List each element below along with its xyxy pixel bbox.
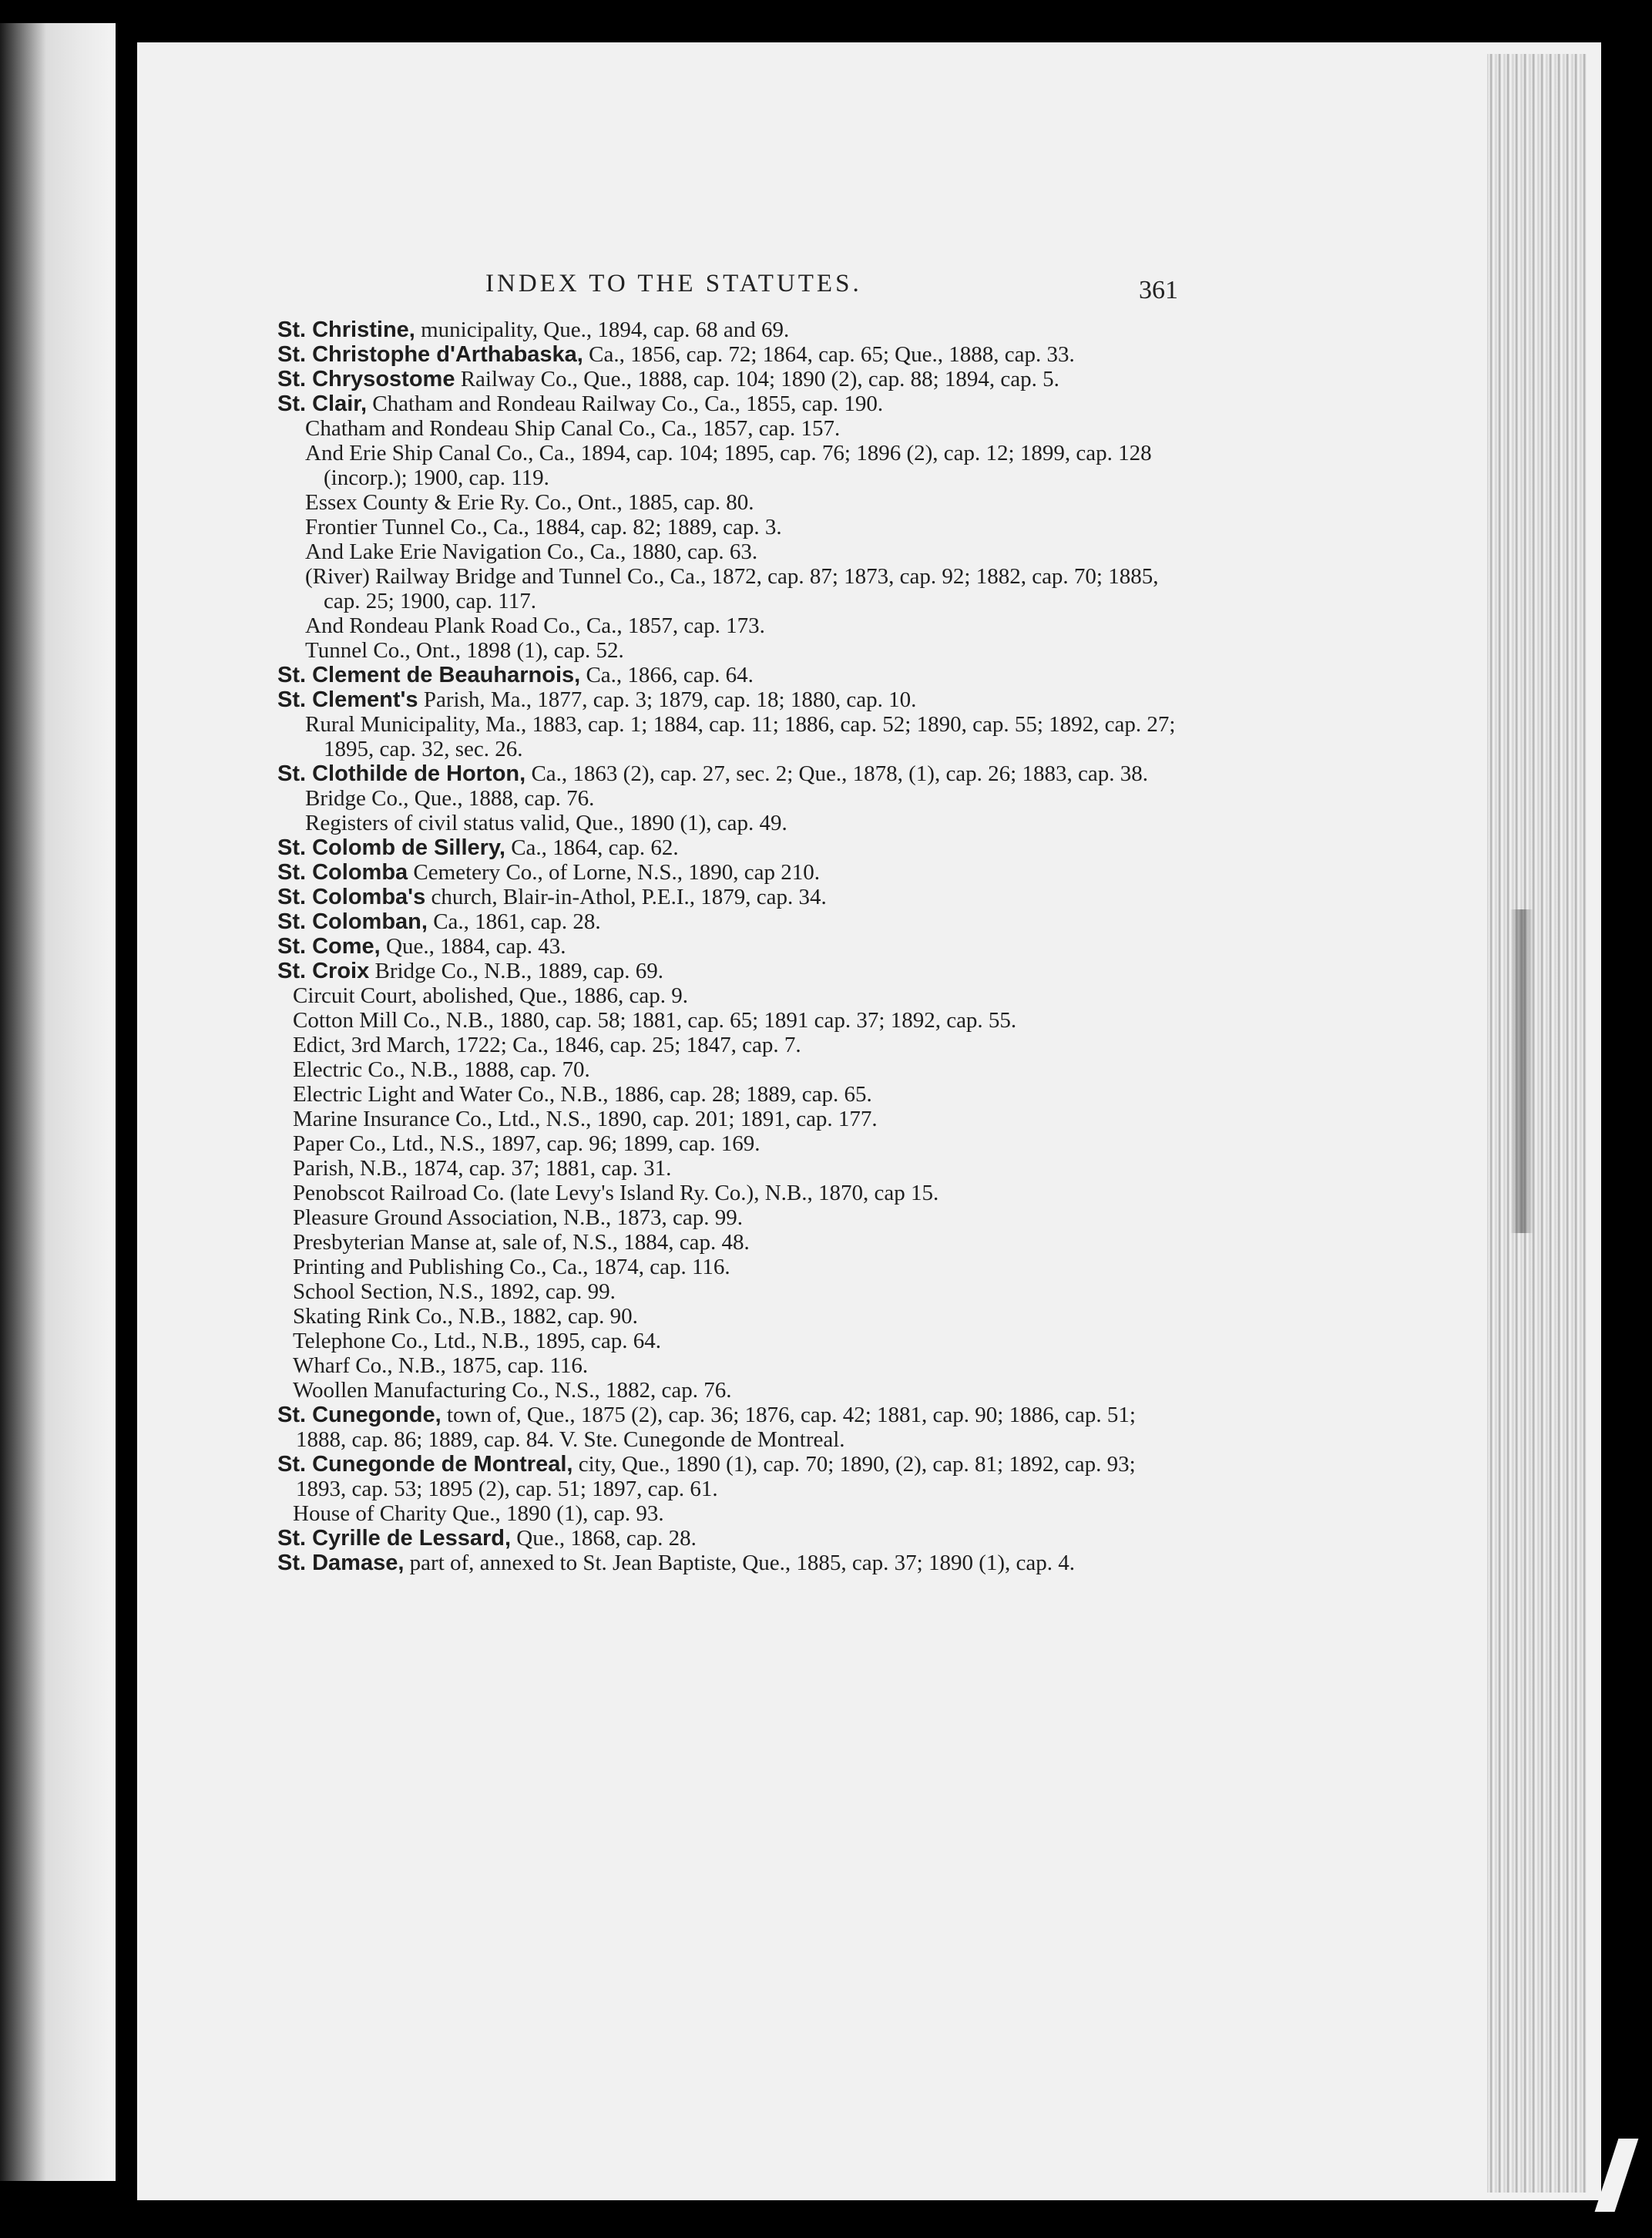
index-entry-text: And Rondeau Plank Road Co., Ca., 1857, cap. 173. bbox=[305, 613, 765, 638]
index-entry-text: Cemetery Co., of Lorne, N.S., 1890, cap 210. bbox=[408, 860, 820, 885]
index-entries bbox=[277, 318, 1179, 1575]
index-subentry bbox=[277, 1378, 1179, 1403]
index-entry-text: Bridge Co., Que., 1888, cap. 76. bbox=[305, 786, 595, 811]
index-entry bbox=[277, 1526, 1179, 1551]
index-subentry bbox=[277, 1304, 1179, 1329]
index-entry-text: Circuit Court, abolished, Que., 1886, cap. 9. bbox=[293, 983, 689, 1008]
binding-shadow bbox=[1510, 909, 1533, 1233]
index-entry-text: Woollen Manufacturing Co., N.S., 1882, cap. 76. bbox=[293, 1378, 732, 1403]
running-header: INDEX TO THE STATUTES. bbox=[485, 270, 862, 297]
index-entry-text: Frontier Tunnel Co., Ca., 1884, cap. 82; 1889, cap. 3. bbox=[305, 515, 782, 539]
index-entry bbox=[277, 367, 1179, 391]
index-subentry bbox=[277, 1353, 1179, 1378]
index-entry-text: And Lake Erie Navigation Co., Ca., 1880, cap. 63. bbox=[305, 539, 758, 564]
index-subentry bbox=[277, 811, 1179, 835]
index-entry-text: Registers of civil status valid, Que., 1890 (1), cap. 49. bbox=[305, 811, 787, 835]
index-subentry bbox=[277, 1008, 1179, 1033]
index-entry-text: Skating Rink Co., N.B., 1882, cap. 90. bbox=[293, 1304, 638, 1329]
index-entry bbox=[277, 687, 1179, 712]
index-entry bbox=[277, 885, 1179, 909]
index-subentry bbox=[277, 1255, 1179, 1279]
index-subentry bbox=[277, 515, 1179, 539]
index-entry-text: Chatham and Rondeau Railway Co., Ca., 1855, cap. 190. bbox=[367, 391, 884, 416]
index-entry-heading: St. Colomba bbox=[277, 860, 408, 885]
index-entry-text: municipality, Que., 1894, cap. 68 and 69. bbox=[415, 318, 790, 342]
index-subentry bbox=[277, 638, 1179, 663]
index-entry-text: Que., 1868, cap. 28. bbox=[511, 1526, 697, 1551]
index-entry-text: Edict, 3rd March, 1722; Ca., 1846, cap. 25; 1847, cap. 7. bbox=[293, 1033, 801, 1057]
index-subentry bbox=[277, 1156, 1179, 1181]
page-stack-edge bbox=[1487, 54, 1587, 2193]
index-entry-text: Paper Co., Ltd., N.S., 1897, cap. 96; 1899, cap. 169. bbox=[293, 1131, 761, 1156]
page-number: 361 bbox=[1139, 276, 1178, 304]
index-subentry bbox=[277, 613, 1179, 638]
index-entry bbox=[277, 391, 1179, 416]
index-entry-heading: St. Clement de Beauharnois, bbox=[277, 663, 581, 687]
index-entry-heading: St. Croix bbox=[277, 959, 370, 983]
index-entry-text: Ca., 1861, cap. 28. bbox=[427, 909, 601, 934]
index-subentry bbox=[277, 1181, 1179, 1205]
index-subentry bbox=[277, 712, 1179, 761]
index-subentry bbox=[277, 1329, 1179, 1353]
index-entry-text: Printing and Publishing Co., Ca., 1874, cap. 116. bbox=[293, 1255, 730, 1279]
index-entry-text: Ca., 1864, cap. 62. bbox=[505, 835, 679, 860]
corner-mark bbox=[1595, 2139, 1639, 2212]
index-entry-text: School Section, N.S., 1892, cap. 99. bbox=[293, 1279, 616, 1304]
index-entry-text: city, Que., 1890 (1), cap. 70; 1890, (2), cap. 81; 1892, cap. 93; 1893, cap. 53; 1895 (2), cap. 51; 1897, cap. 61. bbox=[296, 1452, 1136, 1501]
index-subentry bbox=[277, 1205, 1179, 1230]
index-entry bbox=[277, 1452, 1179, 1501]
index-entry-text: Ca., 1863 (2), cap. 27, sec. 2; Que., 1878, (1), cap. 26; 1883, cap. 38. bbox=[525, 761, 1148, 786]
index-entry-text: Wharf Co., N.B., 1875, cap. 116. bbox=[293, 1353, 589, 1378]
index-entry-text: Ca., 1866, cap. 64. bbox=[580, 663, 754, 687]
index-entry-heading: St. Christophe d'Arthabaska, bbox=[277, 342, 583, 367]
index-entry-text: Railway Co., Que., 1888, cap. 104; 1890 (2), cap. 88; 1894, cap. 5. bbox=[455, 367, 1059, 391]
index-entry-heading: St. Damase, bbox=[277, 1551, 405, 1575]
index-subentry bbox=[277, 1501, 1179, 1526]
index-entry bbox=[277, 1551, 1179, 1575]
index-entry-text: Penobscot Railroad Co. (late Levy's Island Ry. Co.), N.B., 1870, cap 15. bbox=[293, 1181, 939, 1205]
index-entry bbox=[277, 959, 1179, 983]
index-entry-heading: St. Colomb de Sillery, bbox=[277, 835, 505, 860]
facing-page-edge bbox=[0, 23, 116, 2181]
index-entry-text: Presbyterian Manse at, sale of, N.S., 1884, cap. 48. bbox=[293, 1230, 750, 1255]
index-entry bbox=[277, 1403, 1179, 1452]
index-entry-text: Cotton Mill Co., N.B., 1880, cap. 58; 1881, cap. 65; 1891 cap. 37; 1892, cap. 55. bbox=[293, 1008, 1017, 1033]
index-subentry bbox=[277, 490, 1179, 515]
index-entry bbox=[277, 909, 1179, 934]
index-subentry bbox=[277, 1230, 1179, 1255]
index-entry bbox=[277, 761, 1179, 786]
index-entry-heading: St. Clair, bbox=[277, 391, 368, 416]
index-entry-text: church, Blair-in-Athol, P.E.I., 1879, cap. 34. bbox=[425, 885, 827, 909]
index-entry-heading: St. Colomban, bbox=[277, 909, 428, 934]
index-entry-text: Marine Insurance Co., Ltd., N.S., 1890, cap. 201; 1891, cap. 177. bbox=[293, 1107, 878, 1131]
index-entry-text: town of, Que., 1875 (2), cap. 36; 1876, cap. 42; 1881, cap. 90; 1886, cap. 51; 1888, cap. 86; 1889, cap. 84. V. Ste. Cunegonde de Montreal. bbox=[296, 1403, 1136, 1452]
index-entry-text: And Erie Ship Canal Co., Ca., 1894, cap. 104; 1895, cap. 76; 1896 (2), cap. 12; 1899, cap. 128 (incorp.); 1900, cap. 119. bbox=[305, 441, 1152, 490]
index-entry-text: part of, annexed to St. Jean Baptiste, Que., 1885, cap. 37; 1890 (1), cap. 4. bbox=[404, 1551, 1076, 1575]
index-entry-text: House of Charity Que., 1890 (1), cap. 93. bbox=[293, 1501, 664, 1526]
index-entry bbox=[277, 318, 1179, 342]
index-entry bbox=[277, 860, 1179, 885]
index-entry bbox=[277, 663, 1179, 687]
index-entry-text: Electric Co., N.B., 1888, cap. 70. bbox=[293, 1057, 590, 1082]
index-subentry bbox=[277, 1279, 1179, 1304]
index-entry bbox=[277, 835, 1179, 860]
index-entry-text: (River) Railway Bridge and Tunnel Co., Ca., 1872, cap. 87; 1873, cap. 92; 1882, cap. 70; 1885, cap. 25; 1900, cap. 117. bbox=[305, 564, 1159, 613]
index-subentry bbox=[277, 1033, 1179, 1057]
index-subentry bbox=[277, 1082, 1179, 1107]
index-subentry bbox=[277, 416, 1179, 441]
index-entry-heading: St. Clothilde de Horton, bbox=[277, 761, 526, 786]
index-entry-heading: St. Clement's bbox=[277, 687, 418, 712]
index-entry-text: Pleasure Ground Association, N.B., 1873, cap. 99. bbox=[293, 1205, 743, 1230]
index-entry-text: Rural Municipality, Ma., 1883, cap. 1; 1884, cap. 11; 1886, cap. 52; 1890, cap. 55; 1892, cap. 27; 1895, cap. 32, sec. 26. bbox=[305, 712, 1176, 761]
index-entry-text: Electric Light and Water Co., N.B., 1886, cap. 28; 1889, cap. 65. bbox=[293, 1082, 872, 1107]
index-entry-text: Bridge Co., N.B., 1889, cap. 69. bbox=[369, 959, 664, 983]
index-subentry bbox=[277, 441, 1179, 490]
index-entry-text: Parish, Ma., 1877, cap. 3; 1879, cap. 18; 1880, cap. 10. bbox=[418, 687, 917, 712]
index-entry-heading: St. Chrysostome bbox=[277, 367, 455, 391]
index-subentry bbox=[277, 1107, 1179, 1131]
index-subentry bbox=[277, 786, 1179, 811]
index-subentry bbox=[277, 983, 1179, 1008]
index-entry-heading: St. Christine, bbox=[277, 318, 415, 342]
index-subentry bbox=[277, 1057, 1179, 1082]
index-entry-heading: St. Cunegonde de Montreal, bbox=[277, 1452, 573, 1477]
index-entry-heading: St. Colomba's bbox=[277, 885, 426, 909]
index-entry-heading: St. Cunegonde, bbox=[277, 1403, 442, 1427]
index-subentry bbox=[277, 539, 1179, 564]
index-entry-text: Tunnel Co., Ont., 1898 (1), cap. 52. bbox=[305, 638, 624, 663]
index-entry-text: Essex County & Erie Ry. Co., Ont., 1885, cap. 80. bbox=[305, 490, 754, 515]
index-entry-text: Ca., 1856, cap. 72; 1864, cap. 65; Que., 1888, cap. 33. bbox=[583, 342, 1075, 367]
index-entry-heading: St. Cyrille de Lessard, bbox=[277, 1526, 512, 1551]
index-entry bbox=[277, 342, 1179, 367]
index-entry-text: Parish, N.B., 1874, cap. 37; 1881, cap. 31. bbox=[293, 1156, 672, 1181]
index-entry-heading: St. Come, bbox=[277, 934, 381, 959]
index-entry-text: Telephone Co., Ltd., N.B., 1895, cap. 64. bbox=[293, 1329, 662, 1353]
index-subentry bbox=[277, 1131, 1179, 1156]
index-entry bbox=[277, 934, 1179, 959]
index-entry-text: Chatham and Rondeau Ship Canal Co., Ca., 1857, cap. 157. bbox=[305, 416, 841, 441]
index-entry-text: Que., 1884, cap. 43. bbox=[380, 934, 566, 959]
index-subentry bbox=[277, 564, 1179, 613]
